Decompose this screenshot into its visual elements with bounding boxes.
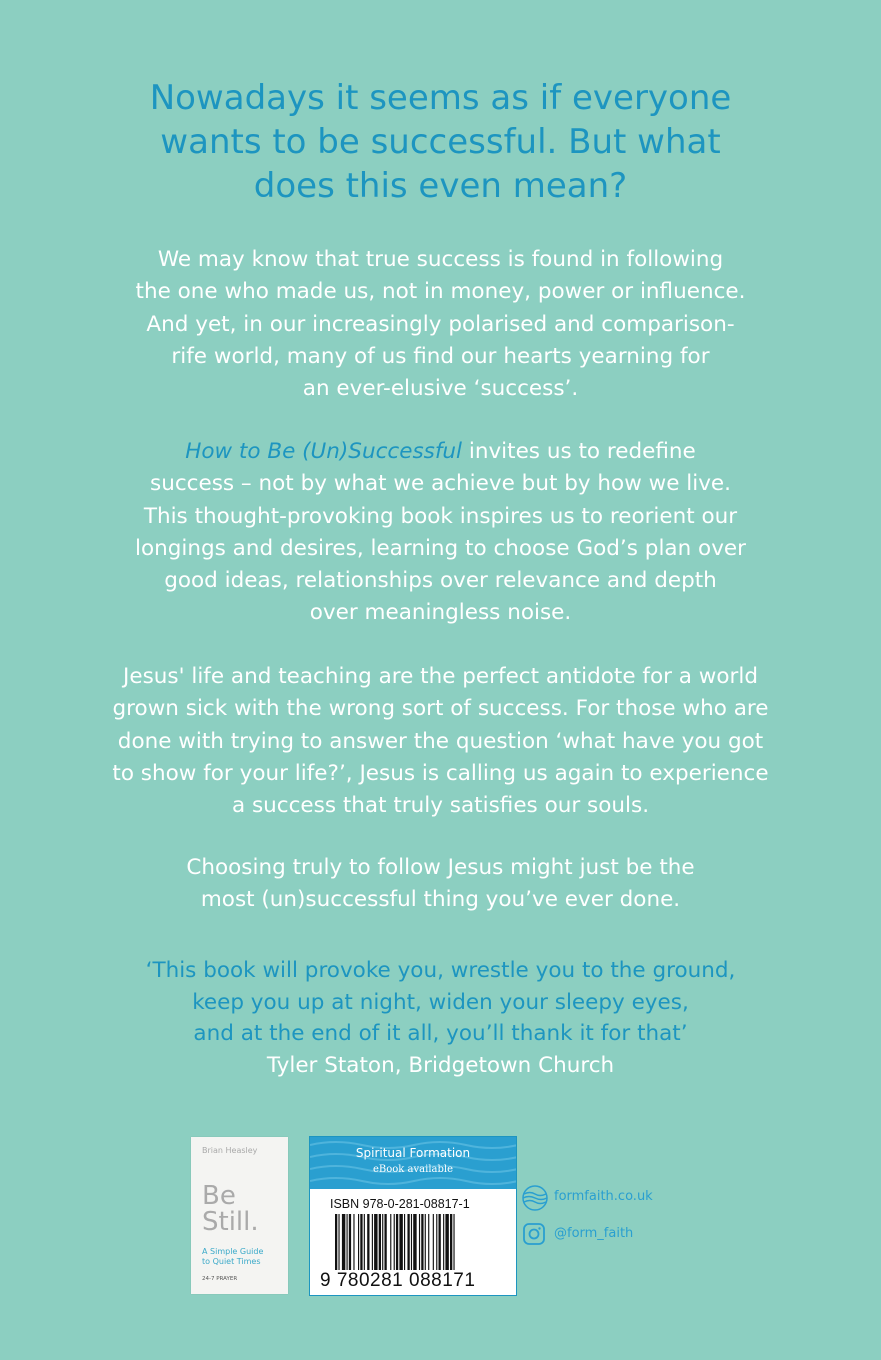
blurb-line: success – not by what we achieve but by how we live.	[150, 471, 731, 497]
related-book-title-line: Be	[202, 1181, 236, 1211]
headline	[40, 76, 841, 208]
related-book-title-line: Still.	[202, 1207, 259, 1237]
related-book-author: Brian Heasley	[202, 1146, 258, 1155]
blurb-line: This thought-provoking book inspires us to reorient our	[143, 503, 738, 529]
related-book-subtitle	[202, 1247, 263, 1267]
blurb-line: the one who made us, not in money, power or influence.	[135, 279, 746, 305]
quote-line: keep you up at night, widen your sleepy eyes,	[192, 989, 689, 1015]
blurb-line: longings and desires, learning to choose God’s plan over	[135, 535, 746, 561]
blurb-line: a success that truly satisfies our souls.	[231, 793, 650, 819]
wave-pattern-icon	[310, 1137, 516, 1189]
barcode-panel	[310, 1137, 516, 1295]
headline-line: does this even mean?	[253, 166, 628, 206]
globe-wave-icon	[522, 1185, 548, 1211]
ebook-note: eBook available	[373, 1164, 453, 1175]
blurb-line: grown sick with the wrong sort of success. For those who are	[112, 696, 769, 722]
related-book-title	[202, 1183, 259, 1235]
blurb-line: Choosing truly to follow Jesus might just be the	[186, 855, 695, 880]
instagram-handle: @form_faith	[554, 1226, 634, 1241]
website-text: formfaith.co.uk	[554, 1189, 653, 1204]
headline-line: Nowadays it seems as if everyone	[149, 78, 732, 118]
blurb-line: to show for your life?’, Jesus is calling us again to experience	[112, 760, 769, 786]
quote-line: ‘This book will provoke you, wrestle you to the ground,	[145, 958, 736, 983]
related-book-cover	[191, 1137, 288, 1294]
blurb-line: good ideas, relationships over relevance and depth	[164, 568, 717, 594]
related-book-subtitle-line: to Quiet Times	[202, 1257, 261, 1266]
book-title-italic: How to Be (Un)Successful	[185, 439, 463, 464]
isbn-label: ISBN 978-0-281-08817-1	[330, 1197, 470, 1211]
blurb-paragraph-2	[30, 436, 851, 630]
blurb-line: Jesus' life and teaching are the perfect antidote for a world	[123, 664, 758, 689]
blurb-paragraph-4	[30, 852, 851, 917]
quote-line: and at the end of it all, you’ll thank it for that’	[193, 1021, 688, 1046]
blurb-paragraph-1	[30, 244, 851, 405]
blurb-line: rife world, many of us find our hearts yearning for	[171, 343, 710, 369]
blurb-line: We may know that true success is found in following	[157, 247, 724, 272]
related-book-subtitle-line: A Simple Guide	[202, 1247, 264, 1256]
blurb-line	[30, 436, 851, 468]
blurb-line-rest: invites us to redefine	[462, 439, 696, 464]
category-label: Spiritual Formation	[355, 1146, 471, 1160]
barcode-icon	[335, 1214, 505, 1270]
instagram-icon	[522, 1222, 546, 1246]
blurb-line: most (un)successful thing you’ve ever done.	[200, 887, 681, 913]
quote-attribution: Tyler Staton, Bridgetown Church	[266, 1052, 615, 1078]
endorsement-quote	[30, 955, 851, 1081]
blurb-line: And yet, in our increasingly polarised and comparison-	[146, 311, 735, 337]
related-book-publisher-logo: 24-7 PRAYER	[202, 1276, 238, 1282]
barcode-digits: 9 780281 088171	[320, 1270, 476, 1291]
blurb-paragraph-3	[30, 661, 851, 822]
blurb-line: over meaningless noise.	[309, 600, 572, 626]
blurb-line: an ever-elusive ‘success’.	[302, 376, 579, 402]
category-band	[310, 1137, 516, 1189]
blurb-line: done with trying to answer the question ‘what have you got	[117, 728, 764, 754]
headline-line: wants to be successful. But what	[160, 122, 721, 162]
